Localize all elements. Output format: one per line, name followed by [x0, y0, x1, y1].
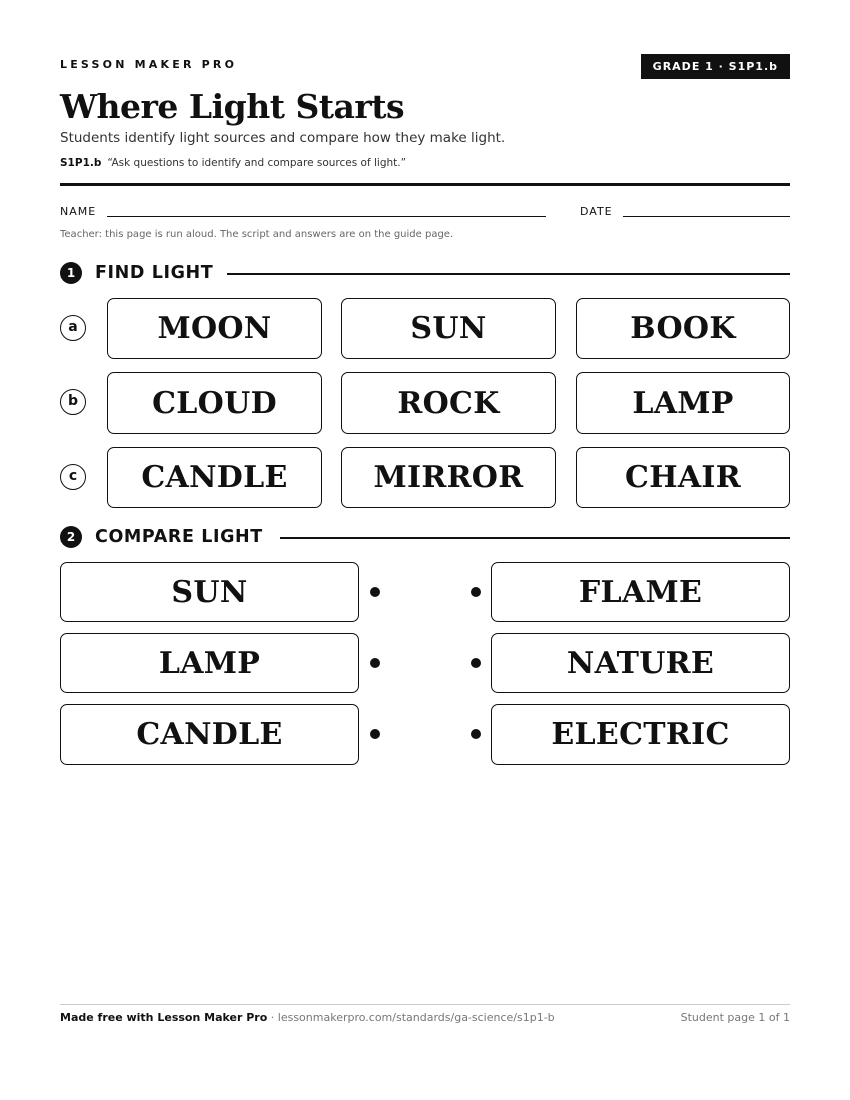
match-dot-left[interactable] [370, 587, 380, 597]
page-subtitle: Students identify light sources and compare how they make light. [60, 130, 506, 146]
word-card[interactable] [341, 447, 556, 508]
date-field[interactable] [623, 216, 790, 217]
standard-line [60, 157, 406, 169]
date-label: DATE [580, 205, 613, 218]
section-number: 2 [60, 526, 82, 548]
footer-page-number: Student page 1 of 1 [680, 1011, 790, 1024]
name-field[interactable] [107, 216, 546, 217]
match-left-card[interactable] [60, 562, 359, 622]
word-card[interactable] [107, 372, 322, 434]
section-title: FIND LIGHT [95, 263, 214, 283]
word-card[interactable] [576, 298, 790, 359]
match-dot-right[interactable] [471, 658, 481, 668]
footer-brand: Made free with Lesson Maker Pro [60, 1011, 268, 1024]
header-divider [60, 183, 790, 186]
section-rule [227, 273, 790, 275]
row-marker-a: a [60, 315, 86, 341]
match-right-card[interactable] [491, 704, 790, 765]
section-find-light-header [60, 260, 790, 284]
word-label: NATURE [566, 645, 715, 681]
word-label: FLAME [578, 574, 703, 610]
row-marker-b: b [60, 389, 86, 415]
word-label: ELECTRIC [551, 717, 730, 752]
word-card[interactable] [107, 298, 322, 359]
match-right-card[interactable] [491, 562, 790, 622]
section-rule [280, 537, 790, 539]
footer-divider [60, 1004, 790, 1005]
word-label: LAMP [158, 645, 261, 681]
match-dot-right[interactable] [471, 729, 481, 739]
standard-code: S1P1.b [60, 157, 102, 169]
word-label: CANDLE [136, 717, 283, 752]
word-label: CLOUD [152, 385, 277, 421]
word-card[interactable] [341, 372, 556, 434]
footer-url[interactable]: · lessonmakerpro.com/standards/ga-science/s1p1-b [267, 1011, 555, 1024]
section-title: COMPARE LIGHT [95, 527, 263, 547]
grade-badge: GRADE 1 · S1P1.b [641, 54, 790, 79]
standard-text: “Ask questions to identify and compare sources of light.” [107, 157, 407, 169]
footer-credit [60, 1011, 555, 1024]
word-label: MOON [157, 311, 272, 346]
word-label: CANDLE [141, 460, 288, 495]
brand-name: LESSON MAKER PRO [60, 58, 238, 71]
match-dot-left[interactable] [370, 729, 380, 739]
word-label: SUN [410, 311, 487, 346]
word-label: MIRROR [373, 460, 524, 495]
match-left-card[interactable] [60, 704, 359, 765]
match-left-card[interactable] [60, 633, 359, 693]
row-marker-c: c [60, 464, 86, 490]
section-compare-light-header [60, 524, 790, 548]
word-label: LAMP [632, 385, 734, 421]
section-number: 1 [60, 262, 82, 284]
word-card[interactable] [576, 447, 790, 508]
word-label: BOOK [630, 311, 736, 346]
worksheet-page [60, 0, 790, 1100]
match-right-card[interactable] [491, 633, 790, 693]
word-label: ROCK [397, 385, 500, 421]
word-label: SUN [171, 574, 248, 610]
teacher-note: Teacher: this page is run aloud. The script and answers are on the guide page. [60, 229, 454, 240]
word-card[interactable] [576, 372, 790, 434]
page-title: Where Light Starts [60, 87, 405, 126]
word-card[interactable] [341, 298, 556, 359]
match-dot-left[interactable] [370, 658, 380, 668]
match-dot-right[interactable] [471, 587, 481, 597]
name-label: NAME [60, 205, 97, 218]
word-label: CHAIR [625, 460, 741, 495]
word-card[interactable] [107, 447, 322, 508]
